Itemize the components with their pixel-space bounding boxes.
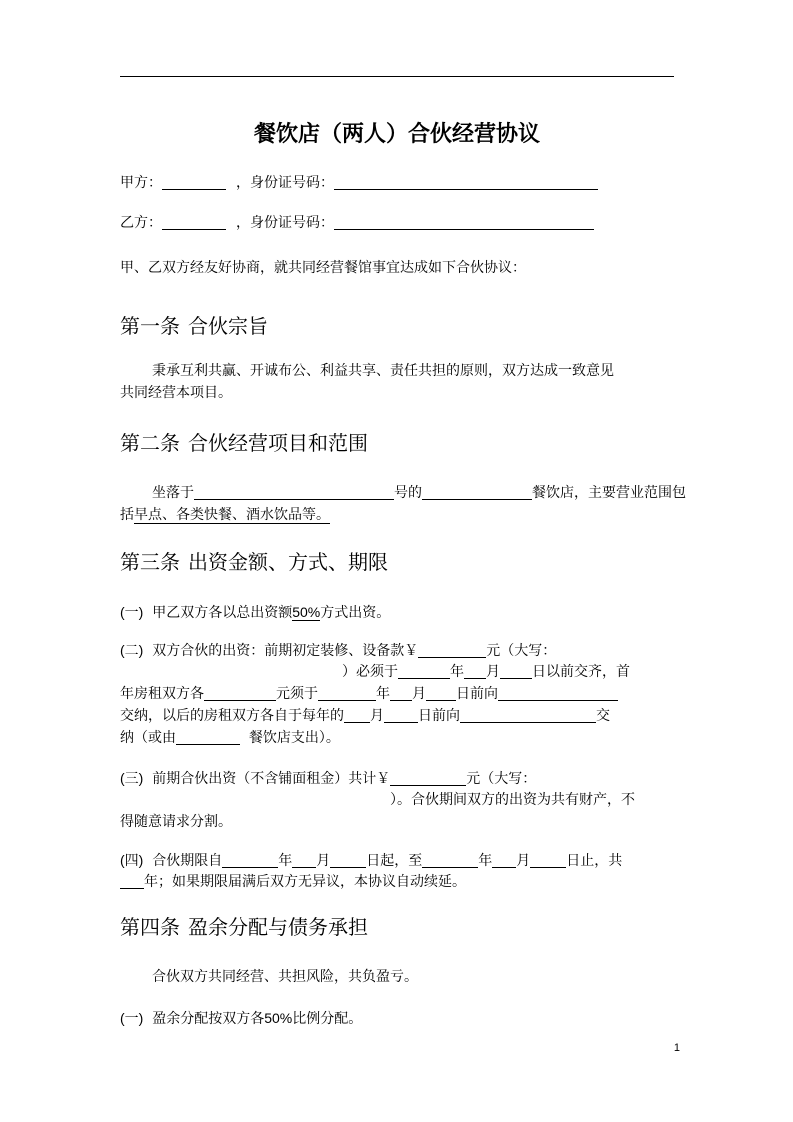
month-blank[interactable]	[390, 684, 412, 701]
year-blank[interactable]	[398, 662, 450, 679]
item-text: 比例分配。	[292, 1011, 363, 1027]
article-3-title: 出资金额、方式、期限	[188, 550, 388, 574]
day-blank[interactable]	[500, 662, 532, 679]
party-b-name-blank[interactable]	[162, 213, 226, 230]
item-text: 元（大写：	[466, 771, 537, 787]
item-text: 日起，至	[366, 853, 423, 869]
item-label: (四)	[120, 852, 144, 868]
party-a-label: 甲方：	[120, 175, 162, 191]
item-text: 方式出资。	[320, 605, 391, 621]
item-text: 日前向	[456, 686, 498, 702]
article-1-line-1: 秉承互利共赢、开诚布公、利益共享、责任共担的原则，双方达成一致意见	[152, 363, 614, 379]
item-text: 日止，共	[566, 853, 623, 869]
article-3-item-1	[120, 601, 674, 624]
article-1-number: 第一条	[120, 314, 180, 338]
item-text: 元（大写：	[486, 643, 557, 659]
item-text: 盈余分配按双方各	[152, 1011, 265, 1027]
article-2-text-scope: 餐饮店，主要营业范围包	[532, 485, 686, 501]
intro-paragraph: 甲、乙双方经友好协商，就共同经营餐馆事宜达成如下合伙协议：	[120, 260, 526, 276]
party-a-line	[120, 172, 674, 194]
article-4-number: 第四条	[120, 915, 180, 939]
article-4-item-1	[120, 1007, 674, 1030]
end-year-blank[interactable]	[422, 851, 478, 868]
header-rule	[120, 76, 674, 77]
month-label: 月	[412, 686, 426, 702]
restaurant-name-blank[interactable]	[176, 728, 240, 745]
article-3-item-4-line-1	[120, 849, 674, 872]
contribution-percent: 50%	[292, 604, 321, 620]
article-3-item-2-line-2	[120, 661, 674, 683]
item-text: ）必须于	[342, 664, 398, 680]
page-number: 1	[673, 1042, 680, 1054]
item-text: 前期合伙出资（不含铺面租金）共计￥	[152, 771, 391, 787]
month-label: 月	[316, 853, 331, 869]
month-label: 月	[516, 853, 531, 869]
item-label: (三)	[120, 770, 144, 786]
article-3-item-2-line-5	[120, 727, 674, 749]
party-b-label: 乙方：	[120, 215, 162, 231]
item-text: ）。合伙期间双方的出资为共有财产，不	[390, 792, 635, 808]
duration-years-blank[interactable]	[120, 872, 144, 889]
year-label: 年	[478, 853, 493, 869]
address-blank[interactable]	[194, 483, 394, 500]
month-label: 月	[370, 708, 384, 724]
article-1-title: 合伙宗旨	[188, 314, 268, 338]
article-3-item-3-line-3: 得随意请求分割。	[120, 814, 232, 830]
party-b-line	[120, 212, 674, 234]
party-a-id-label: 身份证号码：	[250, 175, 334, 191]
item-text: 餐饮店支出）。	[248, 730, 340, 746]
party-a-sep: ，	[236, 175, 250, 191]
article-2-line-1	[120, 482, 686, 504]
article-3-item-3-line-2	[120, 789, 674, 811]
payee-blank[interactable]	[498, 684, 618, 701]
document-title: 餐饮店（两人）合伙经营协议	[253, 122, 540, 147]
article-2-text-include: 括	[120, 507, 134, 523]
start-year-blank[interactable]	[222, 851, 278, 868]
month-blank[interactable]	[344, 706, 370, 723]
item-label: (一)	[120, 604, 144, 620]
business-scope-value: 早点、各类快餐、酒水饮品等。	[134, 507, 330, 523]
end-day-blank[interactable]	[530, 851, 566, 868]
article-2-title: 合伙经营项目和范围	[188, 431, 368, 455]
article-2-line-2	[120, 504, 674, 526]
item-text: 甲乙双方各以总出资额	[152, 605, 293, 621]
day-blank[interactable]	[384, 706, 418, 723]
item-text: 纳（或由	[120, 730, 176, 746]
article-2-text-located: 坐落于	[152, 485, 194, 501]
item-text: 双方合伙的出资：前期初定装修、设备款￥	[152, 643, 419, 659]
party-a-name-blank[interactable]	[162, 173, 226, 190]
month-label: 月	[486, 664, 500, 680]
year-label: 年	[450, 664, 464, 680]
item-text: 元须于	[276, 686, 318, 702]
year-label: 年	[376, 686, 390, 702]
article-3-item-2-line-3	[120, 683, 674, 705]
item-label: (一)	[120, 1010, 144, 1026]
party-a-id-blank[interactable]	[334, 173, 598, 190]
profit-share-percent: 50%	[264, 1010, 293, 1026]
item-label: (二)	[120, 642, 144, 658]
article-3-item-2-line-1	[120, 639, 674, 662]
rent-amount-blank[interactable]	[204, 684, 276, 701]
article-4-heading	[120, 913, 368, 941]
article-3-number: 第三条	[120, 550, 180, 574]
article-1-heading	[120, 312, 268, 340]
item-text: 年房租双方各	[120, 686, 204, 702]
day-blank[interactable]	[426, 684, 456, 701]
article-3-item-4-line-2	[120, 871, 674, 893]
month-blank[interactable]	[464, 662, 486, 679]
payee-blank[interactable]	[460, 706, 596, 723]
item-text: 交	[596, 708, 610, 724]
start-month-blank[interactable]	[292, 851, 316, 868]
start-day-blank[interactable]	[330, 851, 366, 868]
item-text: 年；如果期限届满后双方无异议，本协议自动续延。	[144, 874, 466, 890]
total-amount-blank[interactable]	[390, 769, 466, 786]
article-2-text-number: 号的	[394, 485, 422, 501]
article-4-title: 盈余分配与债务承担	[188, 915, 368, 939]
item-text: 合伙期限自	[152, 853, 223, 869]
article-4-line-1: 合伙双方共同经营、共担风险，共负盈亏。	[152, 969, 418, 985]
end-month-blank[interactable]	[492, 851, 516, 868]
restaurant-name-blank[interactable]	[422, 483, 532, 500]
article-3-heading	[120, 548, 388, 576]
item-text: 日以前交齐，首	[532, 664, 630, 680]
article-2-number: 第二条	[120, 431, 180, 455]
item-text: 交纳，以后的房租双方各自于每年的	[120, 708, 344, 724]
item-text: 日前向	[418, 708, 460, 724]
article-1-line-2: 共同经营本项目。	[120, 385, 232, 401]
article-2-heading	[120, 429, 368, 457]
article-3-item-3-line-1	[120, 767, 674, 790]
decoration-amount-blank[interactable]	[418, 641, 486, 658]
party-b-sep: ，	[236, 215, 250, 231]
party-b-id-blank[interactable]	[334, 213, 594, 230]
article-3-item-2-line-4	[120, 705, 674, 727]
year-blank[interactable]	[318, 684, 376, 701]
year-label: 年	[278, 853, 293, 869]
party-b-id-label: 身份证号码：	[250, 215, 334, 231]
